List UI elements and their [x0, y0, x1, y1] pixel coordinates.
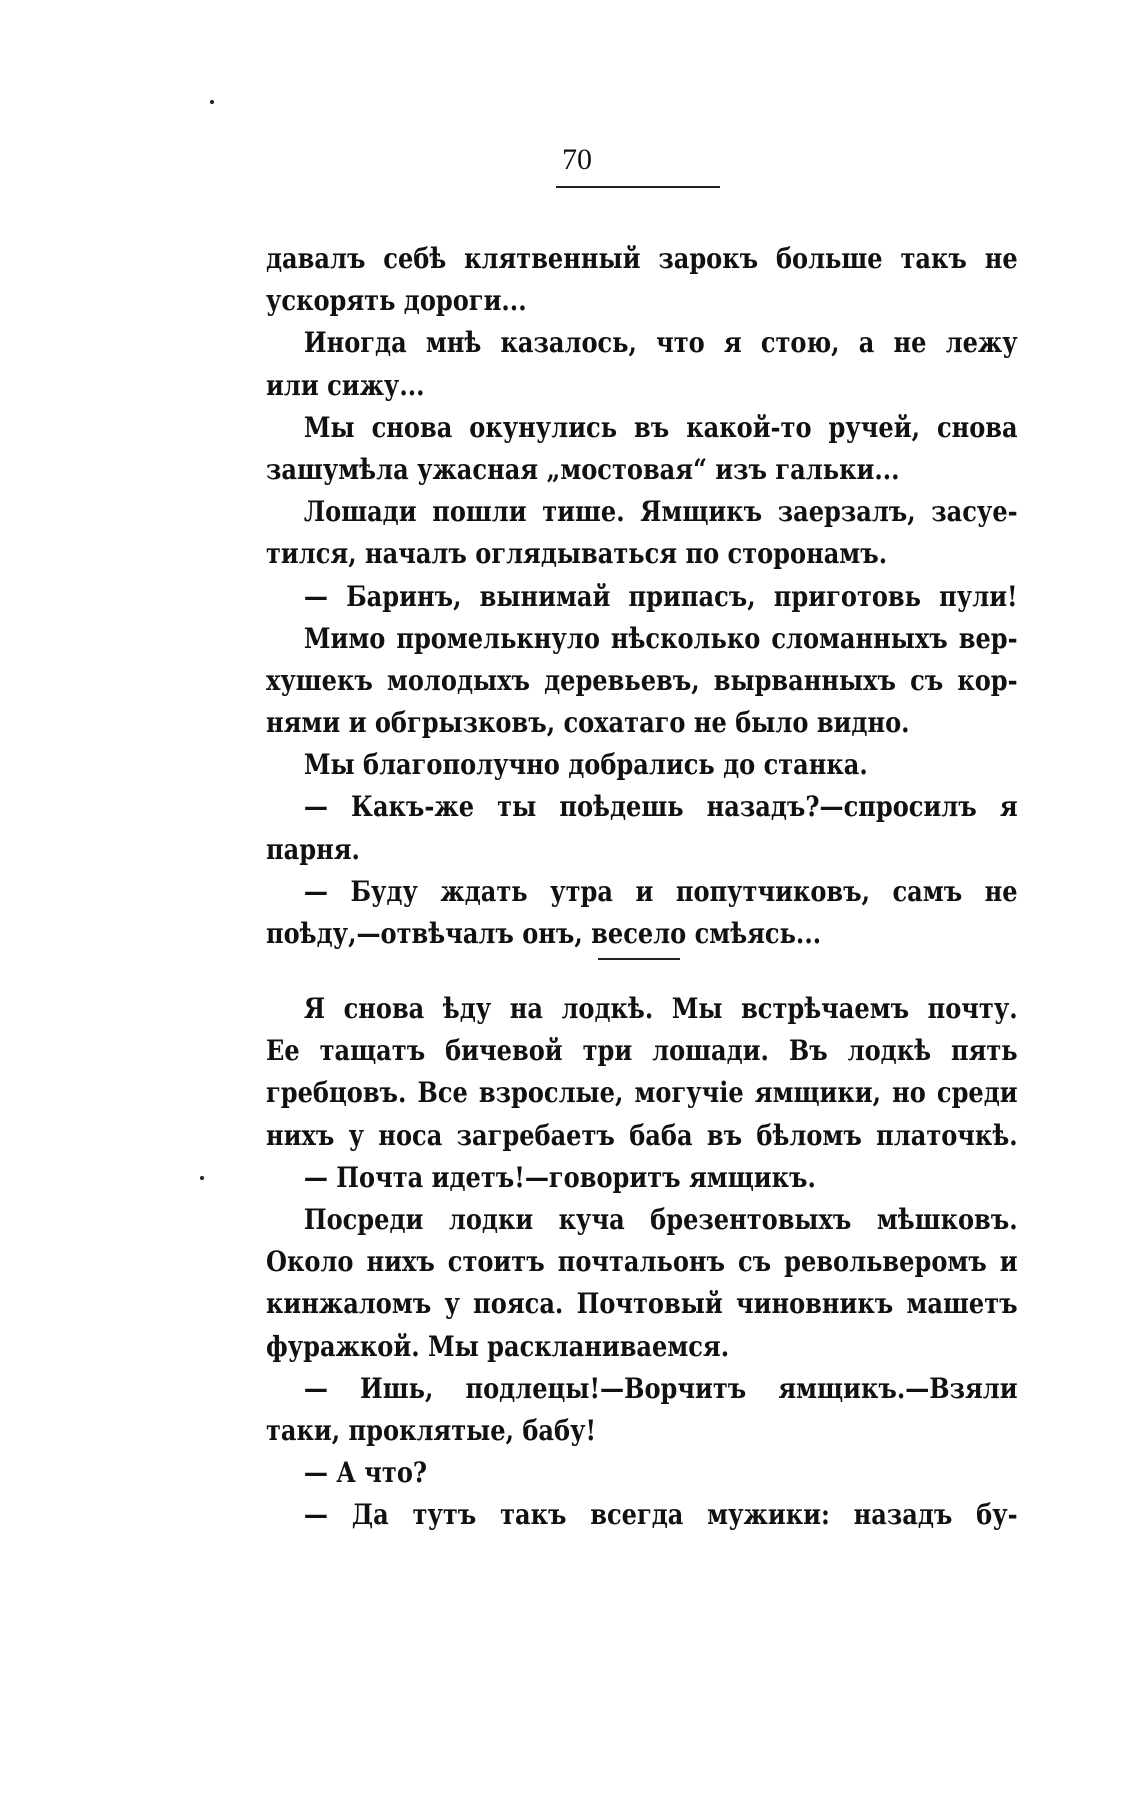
text-line: — А что?: [303, 1456, 428, 1490]
text-line: Около нихъ стоитъ почтальонъ съ револьверомъ и: [266, 1245, 1018, 1279]
text-line: фуражкой. Мы раскланиваемся.: [266, 1329, 730, 1363]
text-line: кинжаломъ у пояса. Почтовый чиновникъ машетъ: [266, 1287, 1018, 1321]
text-line: нихъ у носа загребаетъ баба въ бѣломъ платочкѣ.: [266, 1118, 1018, 1152]
text-line: тился, началъ оглядываться по сторонамъ.: [266, 537, 888, 571]
text-line: Мы снова окунулись въ какой-то ручей, снова: [303, 410, 1018, 444]
text-line: гребцовъ. Все взрослые, могучіе ямщики, но среди: [266, 1076, 1018, 1110]
print-speck: [200, 1176, 204, 1180]
text-line: Мимо промелькнуло нѣсколько сломанныхъ вер-: [303, 621, 1018, 655]
text-line: — Какъ-же ты поѣдешь назадъ?—спросилъ я: [303, 790, 1018, 824]
text-line: нями и обгрызковъ, сохатаго не было видно.: [266, 706, 910, 740]
text-line: Ее тащатъ бичевой три лошади. Въ лодкѣ пять: [266, 1034, 1018, 1068]
text-block-2: [266, 988, 1018, 1536]
text-line: ускорять дороги...: [266, 284, 527, 318]
text-line: — Да тутъ такъ всегда мужики: назадъ бу-: [303, 1498, 1018, 1532]
text-line: — Буду ждать утра и попутчиковъ, самъ не: [303, 874, 1018, 908]
text-line: парня.: [266, 832, 360, 866]
section-divider: [598, 958, 680, 960]
text-line: зашумѣла ужасная „мостовая“ изъ гальки...: [266, 452, 900, 486]
text-line: давалъ себѣ клятвенный зарокъ больше такъ не: [266, 242, 1018, 275]
print-speck: [210, 100, 214, 104]
text-line: — Баринъ, вынимай припасъ, приготовь пули!: [303, 579, 1018, 613]
text-line: поѣду,—отвѣчалъ онъ, весело смѣясь...: [266, 917, 822, 950]
page-number: 70: [562, 143, 592, 176]
text-line: хушекъ молодыхъ деревьевъ, вырванныхъ съ кор-: [266, 663, 1018, 697]
text-line: Посреди лодки куча брезентовыхъ мѣшковъ.: [303, 1202, 1018, 1236]
text-line: Я снова ѣду на лодкѣ. Мы встрѣчаемъ почту.: [303, 992, 1018, 1025]
text-line: или сижу...: [266, 368, 425, 402]
text-line: таки, проклятые, бабу!: [266, 1413, 597, 1447]
header-rule: [556, 186, 720, 188]
text-line: Мы благополучно добрались до станка.: [303, 748, 868, 782]
text-line: — Почта идетъ!—говоритъ ямщикъ.: [303, 1160, 816, 1194]
text-line: Иногда мнѣ казалось, что я стою, а не лежу: [303, 326, 1018, 360]
text-line: — Ишь, подлецы!—Ворчитъ ямщикъ.—Взяли: [303, 1371, 1018, 1405]
text-line: Лошади пошли тише. Ямщикъ заерзалъ, засуе-: [303, 495, 1018, 529]
text-block-1: [266, 238, 1018, 955]
